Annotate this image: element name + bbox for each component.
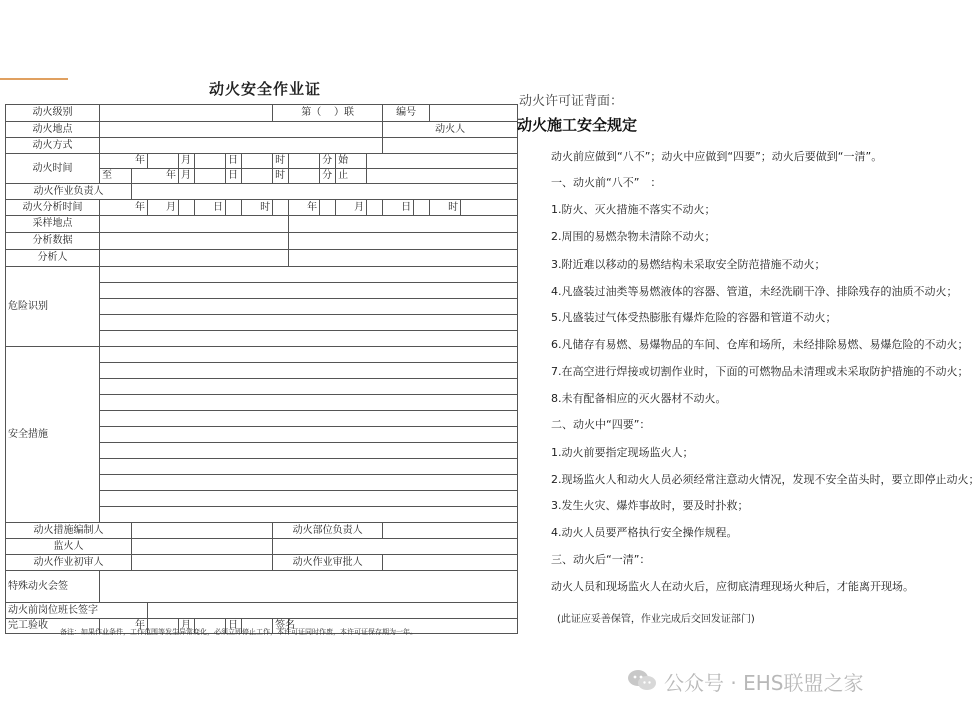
unit-day: 日 <box>226 169 242 184</box>
unit-month: 月 <box>336 200 367 216</box>
fire-watcher-label: 监火人 <box>6 539 132 555</box>
rule-line: 3.发生火灾、爆炸事故时，要及时扑救； <box>551 499 749 512</box>
sampling-location-label: 采样地点 <box>6 216 100 233</box>
unit-year: 年 <box>100 619 148 634</box>
fire-level-value[interactable] <box>100 105 273 122</box>
measure-line[interactable] <box>100 363 518 379</box>
unit-hour: 时 <box>430 200 461 216</box>
hazard-line[interactable] <box>100 299 518 315</box>
unit-to: 至 <box>100 169 132 184</box>
rule-line: 二、动火中“四要”： <box>551 418 651 431</box>
unit-hour: 时 <box>242 200 273 216</box>
analysis-data-value[interactable] <box>100 233 289 250</box>
measure-line[interactable] <box>100 491 518 507</box>
area-supervisor-value[interactable] <box>383 523 518 539</box>
fire-person-label: 动火人 <box>383 122 518 138</box>
fire-supervisor-value[interactable] <box>132 184 518 200</box>
unit-day: 日 <box>195 200 226 216</box>
safety-measures-label: 安全措施 <box>6 347 100 523</box>
unit-minute: 分 <box>320 169 336 184</box>
analyst-label: 分析人 <box>6 250 100 267</box>
watermark-text: 公众号 · EHS联盟之家 <box>664 671 864 695</box>
rule-line: 6.凡储存有易燃、易爆物品的车间、仓库和场所，未经排除易燃、易爆危险的不动火； <box>551 338 969 351</box>
fire-person-value[interactable] <box>383 138 518 154</box>
unit-day: 日 <box>226 619 242 634</box>
hazard-line[interactable] <box>100 267 518 283</box>
area-supervisor-label: 动火部位负责人 <box>273 523 383 539</box>
unit-year: 年 <box>100 154 148 169</box>
measure-line[interactable] <box>100 475 518 491</box>
measure-line[interactable] <box>100 443 518 459</box>
unit-day: 日 <box>226 154 242 169</box>
measure-line[interactable] <box>100 459 518 475</box>
captain-sign-label: 动火前岗位班长签字 <box>6 603 148 619</box>
unit-day: 日 <box>383 200 414 216</box>
hazard-line[interactable] <box>100 283 518 299</box>
initial-reviewer-value[interactable] <box>132 555 273 571</box>
unit-hour: 时 <box>273 154 289 169</box>
fire-supervisor-label: 动火作业负责人 <box>6 184 132 200</box>
sign-label: 签名 <box>273 619 289 634</box>
unit-month: 月 <box>148 200 179 216</box>
unit-end: 止 <box>336 169 367 184</box>
rule-line: 动火前应做到“八不”；动火中应做到“四要”；动火后要做到“一清”。 <box>551 150 883 163</box>
captain-sign-value[interactable] <box>148 603 518 619</box>
measure-line[interactable] <box>100 427 518 443</box>
unit-minute: 分 <box>320 154 336 169</box>
unit-month: 月 <box>179 619 195 634</box>
serial-number-value[interactable] <box>430 105 518 122</box>
measure-writer-value[interactable] <box>132 523 273 539</box>
rule-line: 5.凡盛装过气体受热膨胀有爆炸危险的容器和管道不动火； <box>551 311 837 324</box>
hazard-label: 危险识别 <box>6 267 100 347</box>
unit-month: 月 <box>179 169 195 184</box>
analysis-data-value-2[interactable] <box>289 233 518 250</box>
copy-number: 第（ ）联 <box>273 105 383 122</box>
fire-method-label: 动火方式 <box>6 138 100 154</box>
unit-year: 年 <box>289 200 320 216</box>
fire-watcher-extra[interactable] <box>273 539 518 555</box>
completion-label: 完工验收 <box>6 619 100 634</box>
form-title: 动火安全作业证 <box>208 80 321 98</box>
analysis-data-label: 分析数据 <box>6 233 100 250</box>
rule-line: 2.周围的易燃杂物未清除不动火； <box>551 230 716 243</box>
measure-line[interactable] <box>100 507 518 523</box>
fire-method-value[interactable] <box>100 138 383 154</box>
rules-title: 动火施工安全规定 <box>517 116 638 134</box>
fire-location-label: 动火地点 <box>6 122 100 138</box>
rule-line: 4.凡盛装过油类等易燃液体的容器、管道，未经洗刷干净、排除残存的油质不动火； <box>551 285 958 298</box>
special-countersign-value[interactable] <box>100 571 518 603</box>
decorative-line <box>0 78 68 80</box>
unit-start: 始 <box>336 154 367 169</box>
rule-line: 2.现场监火人和动火人员必须经常注意动火情况，发现不安全苗头时，要立即停止动火； <box>551 473 980 486</box>
unit-year: 年 <box>100 200 148 216</box>
rule-line: 4.动火人员要严格执行安全操作规程。 <box>551 526 738 539</box>
special-countersign-label: 特殊动火会签 <box>6 571 100 603</box>
measure-line[interactable] <box>100 395 518 411</box>
unit-hour: 时 <box>273 169 289 184</box>
measure-line[interactable] <box>100 411 518 427</box>
rule-line: 8.未有配备相应的灭火器材不动火。 <box>551 392 727 405</box>
approver-label: 动火作业审批人 <box>273 555 383 571</box>
hazard-line[interactable] <box>100 315 518 331</box>
rule-line: 7.在高空进行焊接或切割作业时，下面的可燃物品未清理或未采取防护措施的不动火； <box>551 365 969 378</box>
rule-line: (此证应妥善保管，作业完成后交回发证部门) <box>557 614 755 625</box>
analyst-value[interactable] <box>100 250 289 267</box>
rule-line: 1.防火、灭火措施不落实不动火； <box>551 203 716 216</box>
serial-number-label: 编号 <box>383 105 430 122</box>
initial-reviewer-label: 动火作业初审人 <box>6 555 132 571</box>
rule-line: 1.动火前要指定现场监火人； <box>551 446 694 459</box>
permit-form-table <box>5 104 518 634</box>
rule-line: 动火人员和现场监火人在动火后，应彻底清理现场火种后，才能离开现场。 <box>551 580 914 593</box>
approver-value[interactable] <box>383 555 518 571</box>
form-footnote: 备注：如果作业条件，工作范围等发生异常变化，必须立即停止工作，本许可证同时作废，本许可证保存期为一年。 <box>60 628 417 636</box>
sampling-location-value-2[interactable] <box>289 216 518 233</box>
fire-location-value[interactable] <box>100 122 383 138</box>
rule-line: 一、动火前“八不” ： <box>551 176 662 189</box>
wechat-icon <box>626 668 658 692</box>
measure-line[interactable] <box>100 379 518 395</box>
measure-line[interactable] <box>100 347 518 363</box>
fire-level-label: 动火级别 <box>6 105 100 122</box>
sampling-location-value[interactable] <box>100 216 289 233</box>
measure-writer-label: 动火措施编制人 <box>6 523 132 539</box>
unit-year: 年 <box>132 169 179 184</box>
analysis-time-label: 动火分析时间 <box>6 200 100 216</box>
back-heading: 动火许可证背面： <box>519 94 624 109</box>
unit-month: 月 <box>179 154 195 169</box>
fire-watcher-value[interactable] <box>132 539 273 555</box>
hazard-line[interactable] <box>100 331 518 347</box>
rule-line: 3.附近难以移动的易燃结构未采取安全防范措施不动火； <box>551 258 826 271</box>
rule-line: 三、动火后“一清”： <box>551 553 651 566</box>
analyst-value-2[interactable] <box>289 250 518 267</box>
fire-time-label: 动火时间 <box>6 154 100 184</box>
